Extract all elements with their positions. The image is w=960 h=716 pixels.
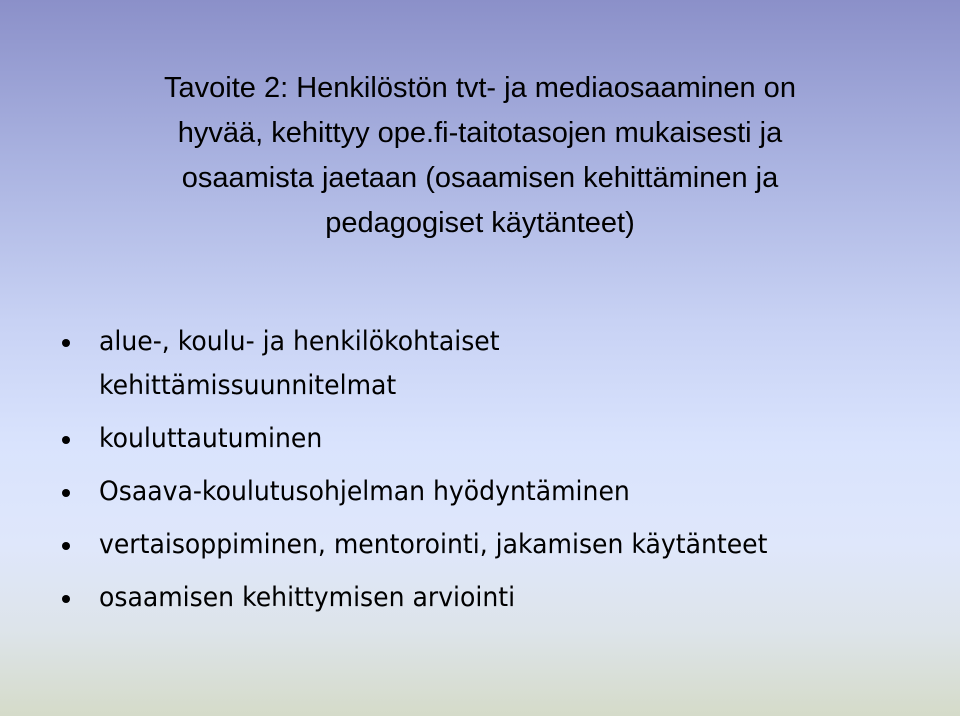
title-line-2: hyvää, kehittyy ope.fi-taitotasojen mukaisesti ja	[177, 117, 783, 149]
slide-title	[40, 66, 920, 246]
title-line-4: pedagogiset käytänteet)	[325, 207, 635, 239]
bullet-text-line: osaamisen kehittymisen arviointi	[99, 582, 516, 613]
bullet-text	[99, 320, 883, 408]
bullet-text-line: kouluttautuminen	[99, 423, 323, 454]
bullet-item	[62, 320, 942, 408]
bullet-list	[62, 320, 942, 629]
bullet-text-line: kehittämissuunnitelmat	[99, 370, 397, 401]
bullet-text-line: Osaava-koulutusohjelman hyödyntäminen	[99, 476, 630, 507]
bullet-dot-icon	[62, 595, 70, 603]
bullet-item	[62, 470, 942, 514]
title-line-3: osaamista jaetaan (osaamisen kehittäminen ja	[181, 162, 779, 194]
bullet-item	[62, 523, 942, 567]
bullet-text	[99, 417, 883, 461]
bullet-text-line: alue-, koulu- ja henkilökohtaiset	[99, 326, 500, 357]
bullet-dot-icon	[62, 542, 70, 550]
bullet-text	[99, 576, 883, 620]
bullet-dot-icon	[62, 339, 70, 347]
bullet-dot-icon	[62, 436, 70, 444]
title-line-1: Tavoite 2: Henkilöstön tvt- ja mediaosaaminen on	[164, 72, 796, 104]
bullet-text	[99, 470, 883, 514]
bullet-item	[62, 417, 942, 461]
bullet-item	[62, 576, 942, 620]
bullet-text-line: vertaisoppiminen, mentorointi, jakamisen käytänteet	[99, 529, 768, 560]
bullet-dot-icon	[62, 489, 70, 497]
bullet-text	[99, 523, 883, 567]
